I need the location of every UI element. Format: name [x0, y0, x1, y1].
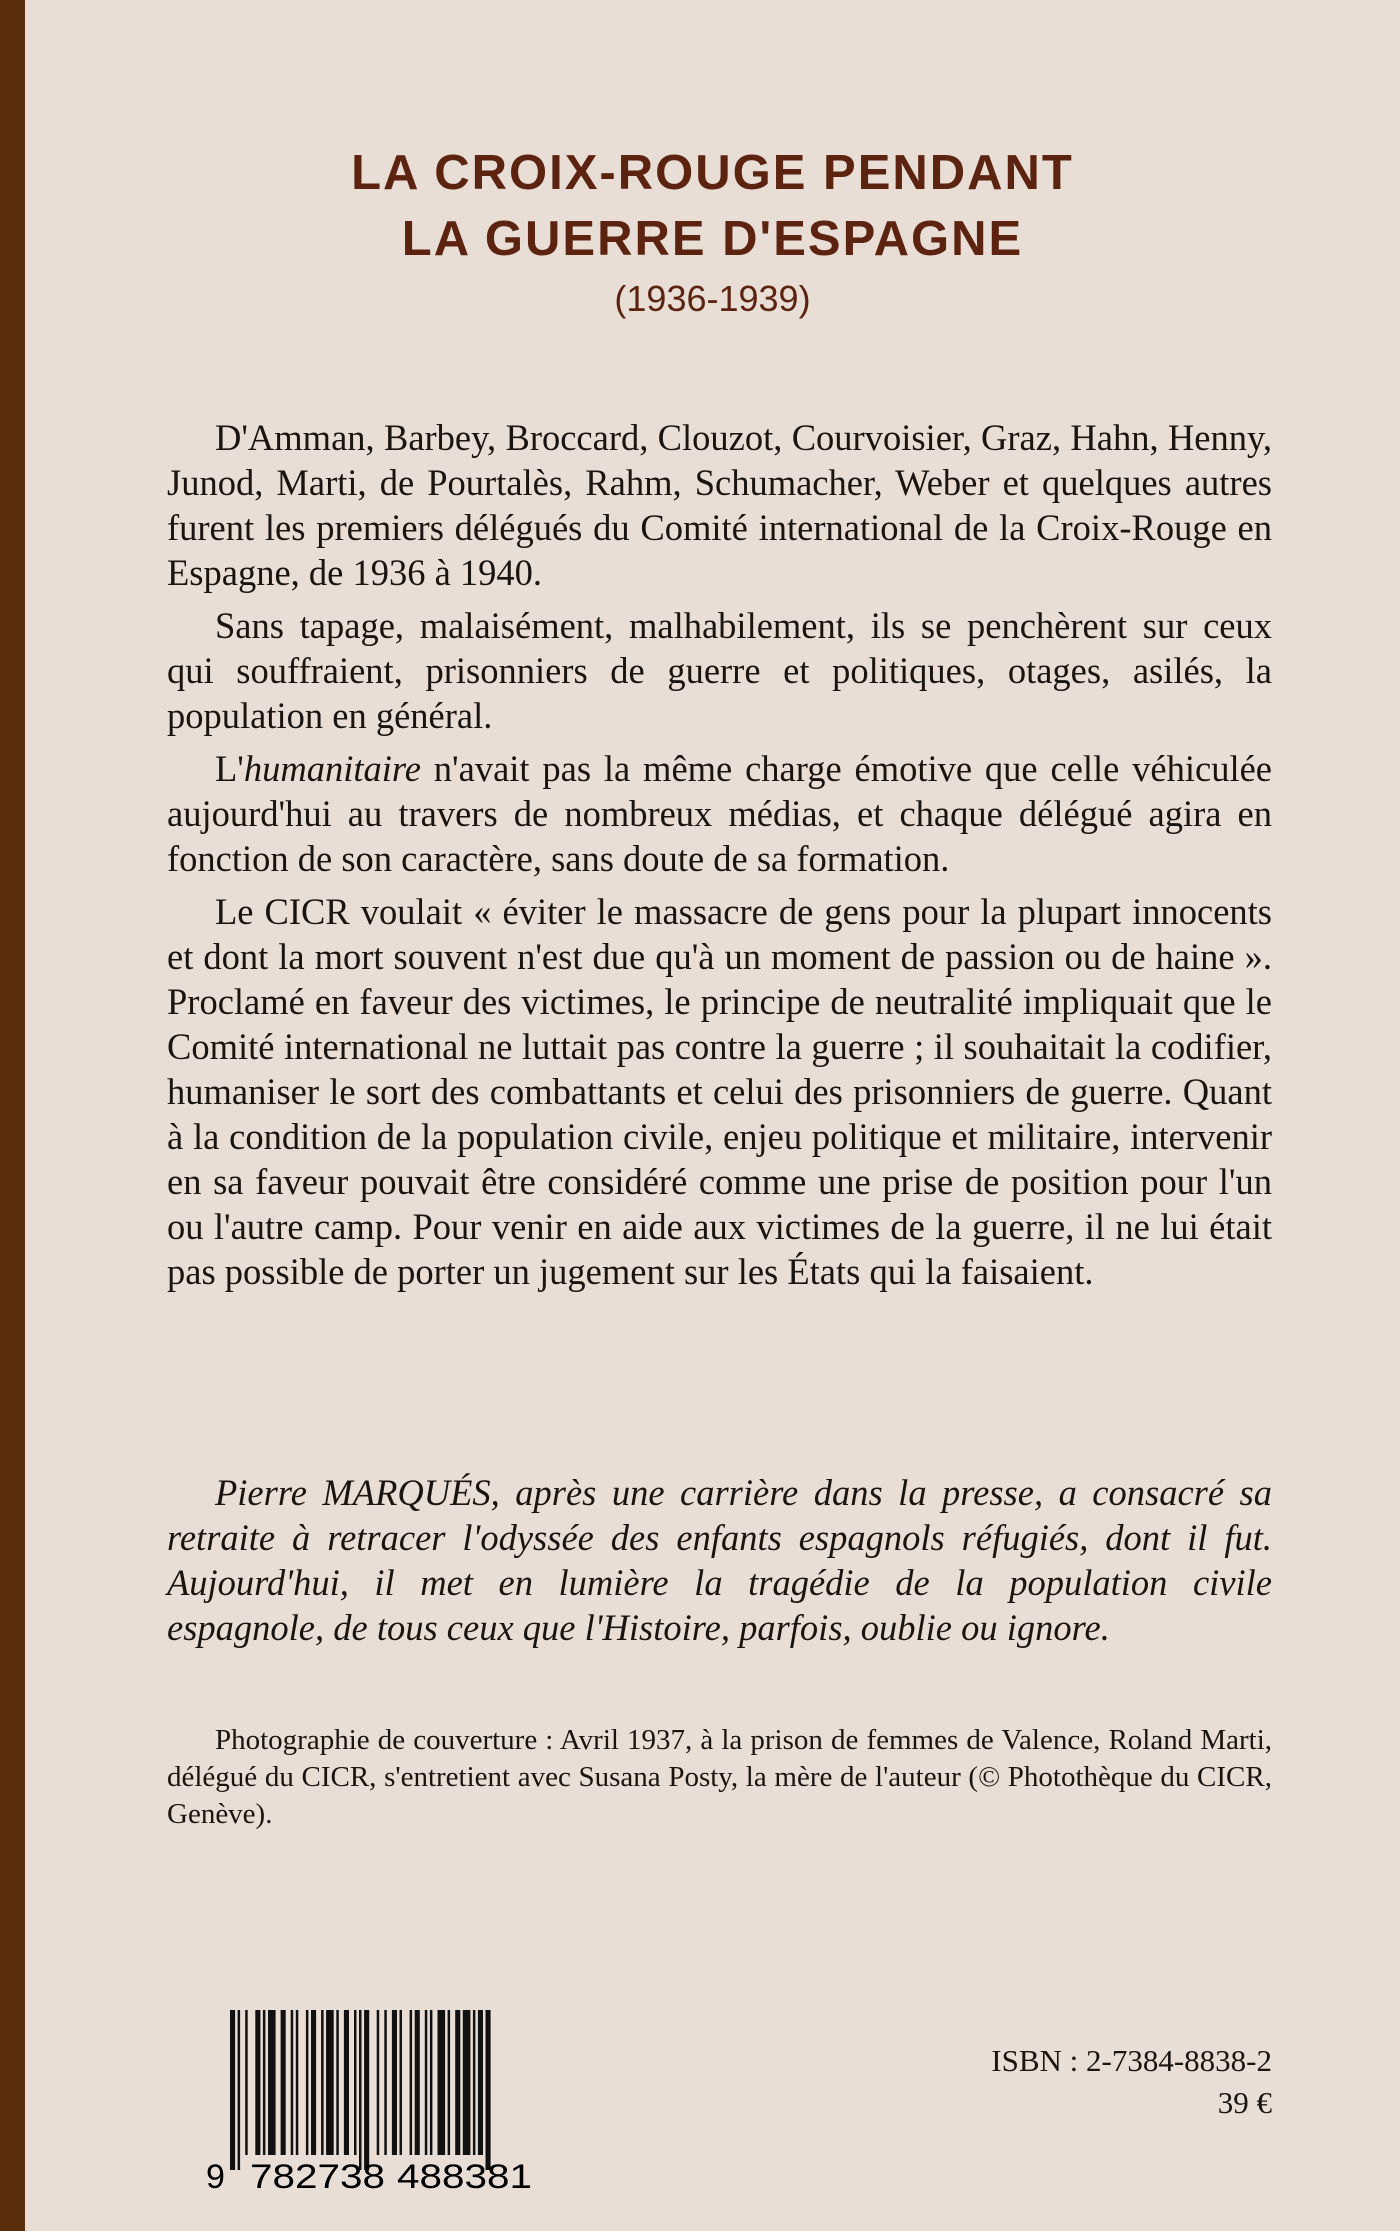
barcode-bar — [463, 2010, 471, 2155]
blurb-text — [167, 415, 1272, 1294]
blurb-p3-italic: humanitaire — [243, 748, 421, 789]
barcode-bar — [321, 2010, 324, 2155]
barcode-bar — [306, 2010, 309, 2155]
photo-credit — [167, 1722, 1272, 1833]
barcode-bar — [245, 2010, 248, 2155]
barcode-bar — [415, 2010, 420, 2155]
barcode-bar — [268, 2010, 276, 2155]
barcode-digits-right: 488381 — [397, 2158, 532, 2195]
barcode-bar — [296, 2010, 299, 2155]
blurb-paragraph-4: Le CICR voulait « éviter le massacre de gens pour la plupart innocents et dont la mort souvent n'est due qu'à un moment de passion ou de haine ». Proclamé en faveur des victimes, le principe de neutralité impliquait que le Comité international ne luttait pas contre la guerre ; il souhaitait la codifier, humaniser le sort des combattants et celui des prisonniers de guerre. Quant à la condition de la population civile, enjeu politique et militaire, intervenir en sa faveur pouvait être considéré comme une prise de position pour l'un ou l'autre camp. Pour venir en aide aux victimes de la guerre, il ne lui était pas possible de porter un jugement sur les États qui la faisaient. — [167, 891, 1272, 1292]
barcode-bar — [311, 2010, 316, 2155]
title-line-2: LA GUERRE D'ESPAGNE — [401, 212, 1024, 266]
barcode-bar — [430, 2010, 433, 2155]
barcode-bar — [364, 2010, 369, 2170]
author-bio-text: Pierre MARQUÉS, après une carrière dans la presse, a consacré sa retraite à retracer l'odyssée des enfants espagnols réfugiés, dont il fut. Aujourd'hui, il met en lumière la tragédie de la population civile espagnole, de tous ceux que l'Histoire, parfois, oublie ou ignore. — [167, 1472, 1272, 1648]
barcode-bar — [384, 2010, 387, 2155]
barcode-bar — [377, 2010, 380, 2155]
blurb-p3-rest: n'avait pas la même charge émotive que celle véhiculée aujourd'hui au travers de nombreux médias, et chaque délégué agira en fonction de son caractère, sans doute de sa formation. — [167, 748, 1272, 879]
barcode-bar — [263, 2010, 266, 2155]
barcode — [200, 2010, 560, 2195]
barcode-digits-left: 782738 — [250, 2158, 385, 2195]
barcode-bar — [486, 2010, 491, 2170]
barcode-bar — [473, 2010, 476, 2155]
price: 39 € — [1217, 2085, 1272, 2120]
blurb-p3-prefix: L' — [215, 748, 244, 789]
barcode-bar — [478, 2010, 483, 2155]
title-block — [0, 140, 1400, 324]
isbn-number: ISBN : 2-7384-8838-2 — [991, 2043, 1272, 2078]
barcode-bar — [438, 2010, 446, 2155]
barcode-graphic — [200, 2010, 560, 2195]
author-bio — [167, 1470, 1272, 1650]
barcode-bar — [281, 2010, 286, 2155]
barcode-bar — [291, 2010, 294, 2155]
barcode-bar — [400, 2010, 403, 2155]
barcode-bar — [359, 2010, 362, 2170]
blurb-paragraph-1: D'Amman, Barbey, Broccard, Clouzot, Courvoisier, Graz, Hahn, Henny, Junod, Marti, de Pourtalès, Rahm, Schumacher, Weber et quelques autres furent les premiers délégués du Comité international de la Croix-Rouge en Espagne, de 1936 à 1940. — [167, 417, 1272, 593]
blurb-paragraph-2: Sans tapage, malaisément, malhabilement, ils se penchèrent sur ceux qui souffraient, prisonniers de guerre et politiques, otages, asilés, la population en général. — [167, 605, 1272, 736]
barcode-bar — [448, 2010, 451, 2155]
blurb-paragraph-3 — [167, 746, 1272, 881]
isbn-block — [991, 2040, 1272, 2124]
barcode-bar — [326, 2010, 334, 2155]
barcode-lead-digit: 9 — [206, 2158, 225, 2195]
barcode-bar — [425, 2010, 428, 2155]
barcode-bar — [354, 2010, 357, 2155]
barcode-bar — [255, 2010, 260, 2155]
photo-credit-text: Photographie de couverture : Avril 1937, à la prison de femmes de Valence, Roland Marti, délégué du CICR, s'entretient avec Susana Posty, la mère de l'auteur (© Photothèque du CICR, Genève). — [167, 1724, 1272, 1830]
title-line-1: LA CROIX-ROUGE PENDANT — [351, 146, 1074, 200]
barcode-bar — [336, 2010, 339, 2155]
barcode-bar — [410, 2010, 413, 2155]
barcode-bar — [238, 2010, 241, 2170]
barcode-bar — [344, 2010, 349, 2155]
title-years: (1936-1939) — [614, 278, 811, 319]
barcode-bar — [455, 2010, 460, 2155]
book-spine — [0, 0, 25, 2231]
barcode-bar — [392, 2010, 397, 2155]
barcode-bar — [230, 2010, 235, 2170]
